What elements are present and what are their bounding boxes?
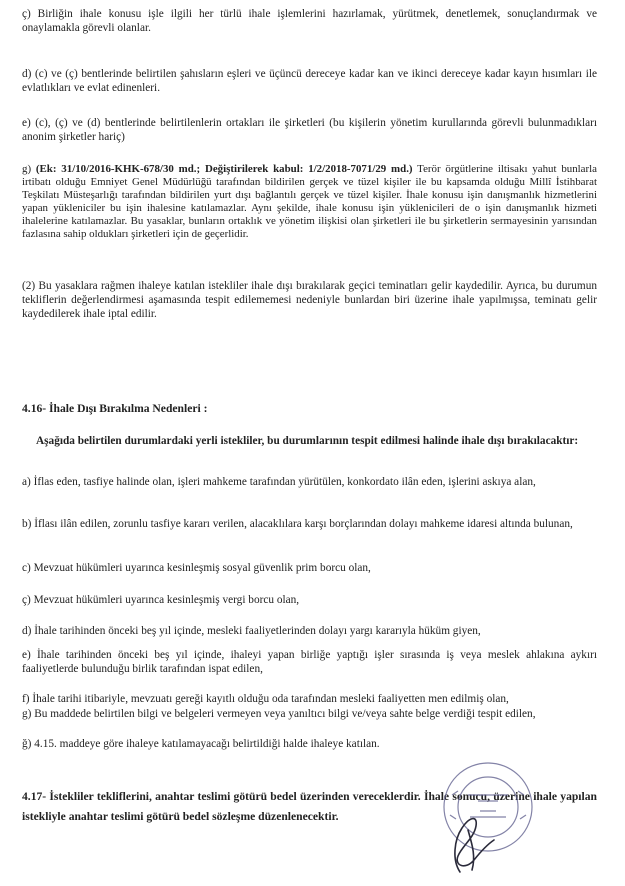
list-item-g-breve: ğ) 4.15. maddeye göre ihaleye katılamayacağı belirtildiği halde ihaleye katılan.	[22, 738, 380, 750]
clause-g-prefix: g)	[22, 163, 36, 175]
list-item-c-cedilla: ç) Mevzuat hükümleri uyarınca kesinleşmiş vergi borcu olan,	[22, 594, 300, 606]
list-item-g: g) Bu maddede belirtilen bilgi ve belgeleri vermeyen veya yanıltıcı bilgi ve/veya sahte belge verdiği tespit edilen,	[22, 708, 536, 720]
list-item-b: b) İflası ilân edilen, zorunlu tasfiye kararı verilen, alacaklılara karşı borçlarından dolayı mahkeme idaresi altında bulunan,	[22, 518, 573, 530]
section-heading-4-16: 4.16- İhale Dışı Bırakılma Nedenleri :	[22, 402, 208, 415]
list-item-a: a) İflas eden, tasfiye halinde olan, işleri mahkeme tarafından yürütülen, konkordato ilân eden, işlerini askıya alan,	[22, 476, 536, 488]
clause-d: d) (c) ve (ç) bentlerinde belirtilen şahısların eşleri ve üçüncü dereceye kadar kan ve ikinci dereceye kadar kayın hısımları ile evlatlıkları ve evlat edinenleri.	[22, 68, 597, 94]
section-4-17: 4.17- İstekliler tekliflerini, anahtar teslimi götürü bedel üzerinden vereceklerdir. İhale sonucu, üzerine ihale yapılan istekliyle anahtar teslimi götürü bedel sözleşme düzenlenecektir.	[22, 790, 597, 823]
section-intro-4-16: Aşağıda belirtilen durumlardaki yerli istekliler, bu durumlarının tespit edilmesi halinde ihale dışı bırakılacaktır:	[36, 435, 579, 447]
clause-g-text: Terör örgütlerine iltisakı yahut bunlarla irtibatı olduğu Emniyet Genel Müdürlüğü tarafından bildirilen gerçek ve tüzel kişiler ile bu kapsamda olduğu Millî İstihbarat Teşkilatı Müsteşarlığı tarafından bildirilen yurt dışı bağlantılı gerçek ve tüzel kişiler. İhale konusu işin danışmanlık hizmetlerini yapan yükleniciler bu işin ihalesine katılamazlar. Aynı şekilde, ihale konusu işin yüklenicileri de o işin danışmanlık hizmeti ihalelerine katılamazlar. Bu yasaklar, bunların ortaklık ve yönetim ilişkisi olan şirketleri ile bu şirketlerin sermayesinin yarısından fazlasına sahip oldukları şirketleri için de geçerlidir.	[22, 163, 598, 240]
list-item-c: c) Mevzuat hükümleri uyarınca kesinleşmiş sosyal güvenlik prim borcu olan,	[22, 562, 371, 574]
clause-g	[22, 163, 597, 241]
list-item-e: e) İhale tarihinden önceki beş yıl içinde, ihaleyi yapan birliğe yaptığı işler sırasında iş veya meslek ahlakına aykırı faaliyetlerde bulunduğu birlik tarafından ispat edilen,	[22, 649, 597, 675]
paragraph-2: (2) Bu yasaklara rağmen ihaleye katılan istekliler ihale dışı bırakılarak geçici teminatları gelir kaydedilir. Ayrıca, bu durumun tekliflerin değerlendirmesi aşamasında tespit edilememesi nedeniyle bunlardan biri üzerine ihale yapılmışsa, teminatı gelir kaydedilerek ihale iptal edilir.	[22, 280, 597, 320]
clause-c-cedilla: ç) Birliğin ihale konusu işle ilgili her türlü ihale işlemlerini hazırlamak, yürütmek, denetlemek, sonuçlandırmak ve onaylamakla görevli olanlar.	[22, 8, 597, 34]
clause-g-amendment: (Ek: 31/10/2016-KHK-678/30 md.; Değiştirilerek kabul: 1/2/2018-7071/29 md.)	[35, 163, 413, 175]
list-item-f: f) İhale tarihi itibariyle, mevzuatı gereği kayıtlı olduğu oda tarafından mesleki faaliyetten men edilmiş olan,	[22, 693, 509, 705]
signature	[432, 800, 512, 880]
clause-e: e) (c), (ç) ve (d) bentlerinde belirtilenlerin ortakları ile şirketleri (bu kişilerin yönetim kurullarında görevli bulunmadıkları anonim şirketler hariç)	[22, 117, 597, 143]
list-item-d: d) İhale tarihinden önceki beş yıl içinde, mesleki faaliyetlerinden dolayı yargı kararıyla hüküm giyen,	[22, 625, 481, 637]
